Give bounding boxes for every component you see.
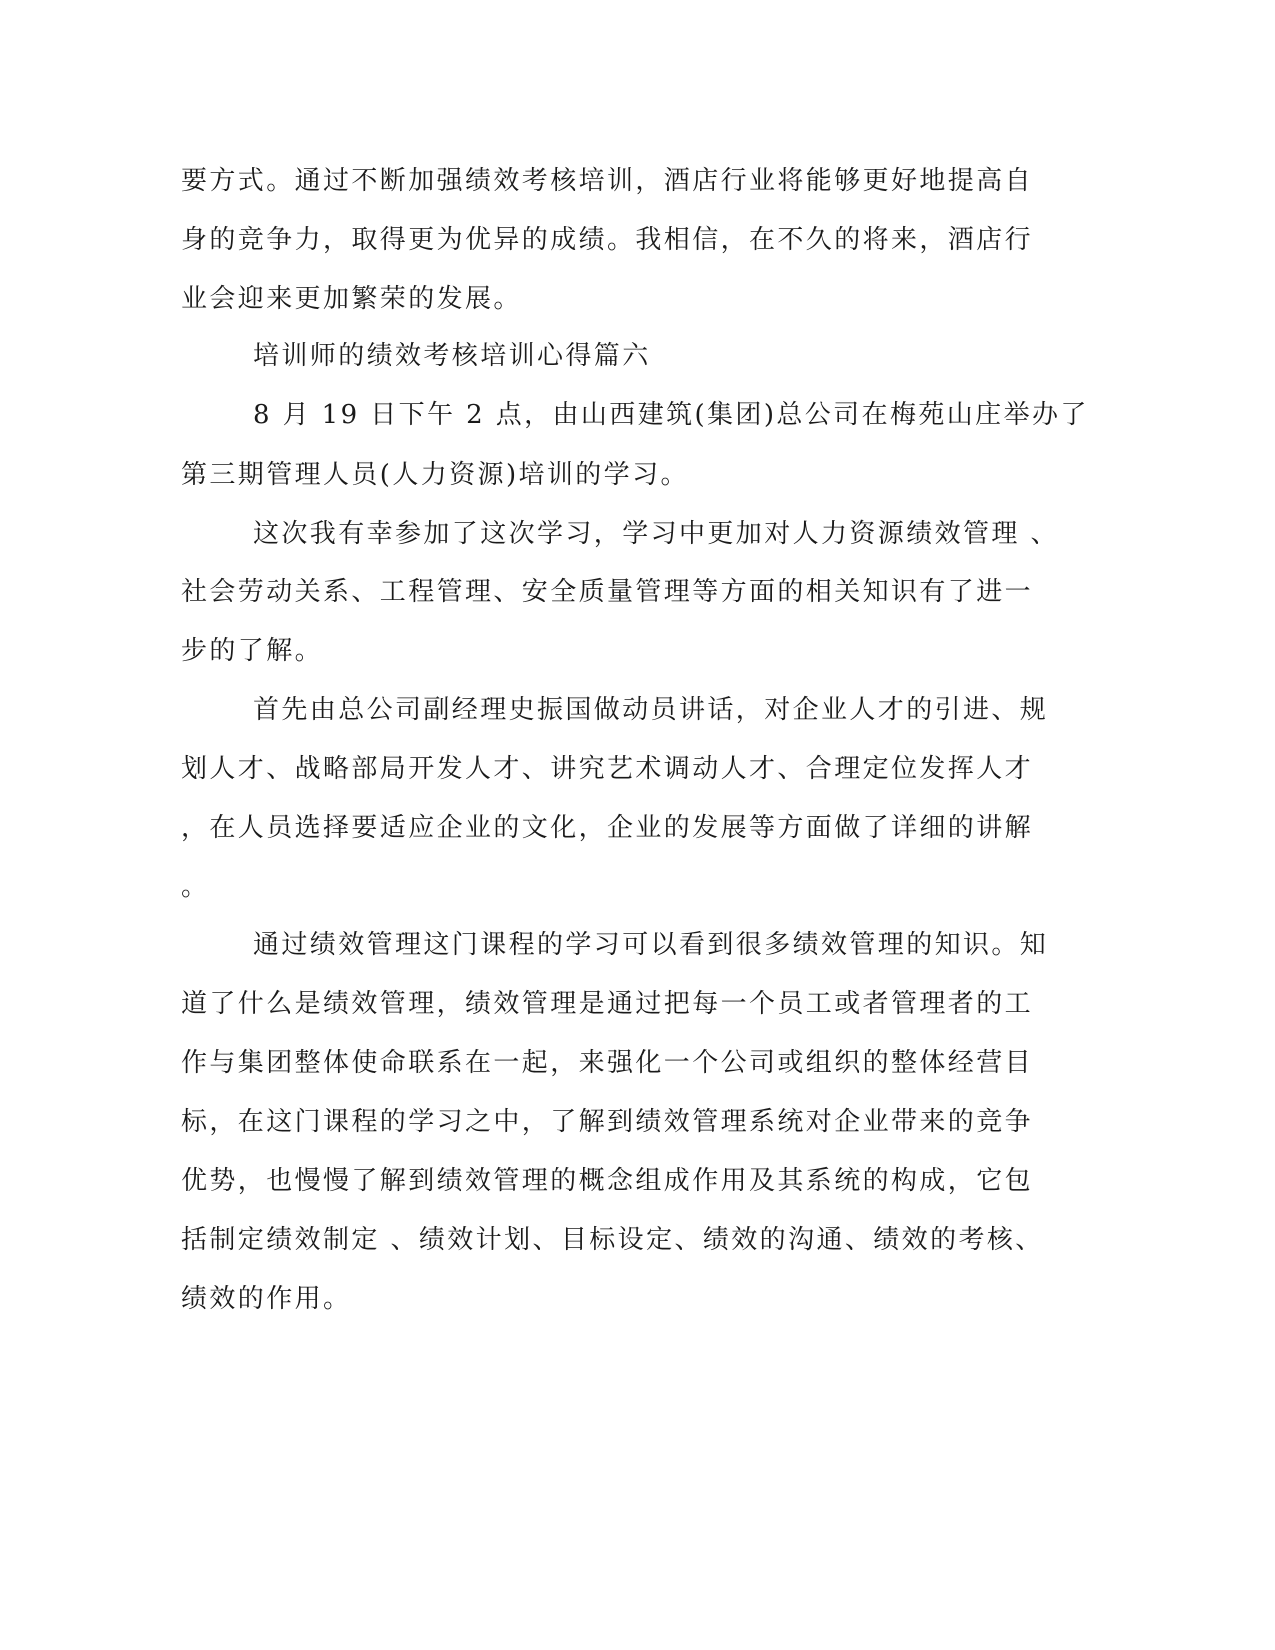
text-line: 8 月 19 日下午 2 点，由山西建筑(集团)总公司在梅苑山庄举办了: [253, 400, 1089, 430]
text-line: 优势，也慢慢了解到绩效管理的概念组成作用及其系统的构成，它包: [181, 1166, 1034, 1196]
text-line: 标，在这门课程的学习之中，了解到绩效管理系统对企业带来的竞争: [181, 1107, 1034, 1137]
text-line: 道了什么是绩效管理，绩效管理是通过把每一个员工或者管理者的工: [181, 989, 1034, 1019]
text-line: 身的竞争力，取得更为优异的成绩。我相信，在不久的将来，酒店行: [181, 225, 1034, 255]
text-line: 业会迎来更加繁荣的发展。: [181, 284, 522, 314]
text-line: 绩效的作用。: [181, 1284, 352, 1314]
text-line: 社会劳动关系、工程管理、安全质量管理等方面的相关知识有了进一: [181, 577, 1034, 607]
text-line: ，在人员选择要适应企业的文化，企业的发展等方面做了详细的讲解: [181, 813, 1034, 843]
text-line: 首先由总公司副经理史振国做动员讲话，对企业人才的引进、规: [253, 695, 1049, 725]
text-line: 划人才、战略部局开发人才、讲究艺术调动人才、合理定位发挥人才: [181, 754, 1034, 784]
text-line: 。: [181, 872, 210, 902]
text-line: 这次我有幸参加了这次学习，学习中更加对人力资源绩效管理 、: [253, 519, 1059, 549]
text-line: 作与集团整体使命联系在一起，来强化一个公司或组织的整体经营目: [181, 1048, 1034, 1078]
section-heading: 培训师的绩效考核培训心得篇六: [253, 341, 651, 371]
text-line: 括制定绩效制定 、绩效计划、目标设定、绩效的沟通、绩效的考核、: [181, 1225, 1044, 1255]
text-line: 步的了解。: [181, 636, 324, 666]
text-line: 通过绩效管理这门课程的学习可以看到很多绩效管理的知识。知: [253, 930, 1049, 960]
text-line: 第三期管理人员(人力资源)培训的学习。: [181, 460, 689, 490]
text-line: 要方式。通过不断加强绩效考核培训，酒店行业将能够更好地提高自: [181, 166, 1034, 196]
